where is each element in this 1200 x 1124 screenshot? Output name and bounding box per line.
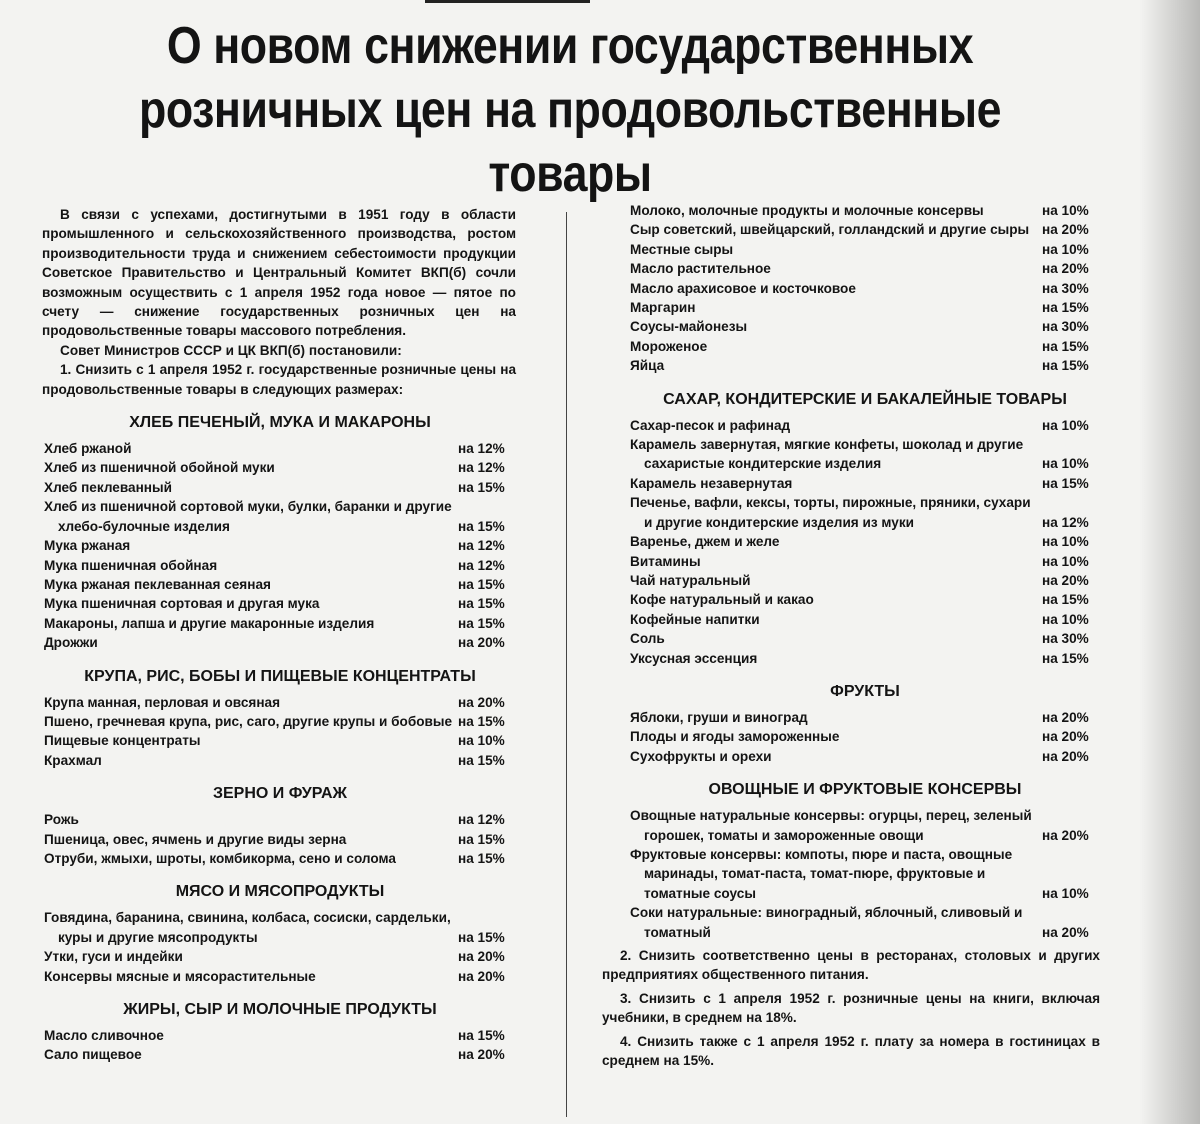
- product-name: Пшено, гречневая крупа, рис, саго, другие крупы и бобовые: [44, 713, 453, 729]
- product-name: Хлеб из пшеничной сортовой муки, булки, баранки и другие хлебо-булочные изделия: [44, 499, 452, 534]
- reduction-percent: на 10%: [1042, 241, 1089, 257]
- intro: [42, 205, 516, 399]
- price-row: [630, 493, 1100, 532]
- right-sections: [630, 201, 1100, 942]
- product-name: Яблоки, груши и виноград: [630, 709, 808, 725]
- reduction-percent: на 15%: [458, 596, 505, 612]
- product-name: Рожь: [44, 812, 79, 828]
- section-heading: ЗЕРНО И ФУРАЖ: [212, 785, 348, 803]
- product-name: Соки натуральные: виноградный, яблочный, сливовый и томатный: [630, 905, 1023, 940]
- price-section: [44, 667, 516, 771]
- reduction-percent: на 12%: [458, 812, 505, 828]
- product-name: Консервы мясные и мясорастительные: [44, 968, 316, 984]
- left-sections: [44, 413, 516, 1065]
- reduction-percent: на 20%: [458, 968, 505, 984]
- price-row: [630, 240, 1100, 259]
- price-row: [44, 614, 516, 633]
- column-divider: [566, 212, 567, 1117]
- price-row: [630, 727, 1100, 746]
- product-name: Карамель завернутая, мягкие конфеты, шоколад и другие сахаристые кондитерские изделия: [630, 437, 1024, 472]
- product-name: Мука ржаная: [44, 538, 131, 554]
- section-heading: ХЛЕБ ПЕЧЕНЫЙ, МУКА И МАКАРОНЫ: [129, 414, 431, 432]
- price-row: [630, 806, 1100, 845]
- product-name: Сахар-песок и рафинад: [630, 417, 791, 433]
- reduction-percent: на 15%: [1042, 650, 1089, 666]
- reduction-percent: на 15%: [1042, 358, 1089, 374]
- section-heading: ФРУКТЫ: [830, 682, 900, 700]
- reduction-percent: на 15%: [458, 479, 505, 495]
- price-row: [630, 416, 1100, 435]
- reduction-percent: на 30%: [1042, 319, 1089, 335]
- price-row: [44, 693, 516, 712]
- product-name: Крупа манная, перловая и овсяная: [44, 694, 281, 710]
- reduction-percent: на 20%: [458, 1047, 505, 1063]
- product-name: Мука пшеничная сортовая и другая мука: [44, 596, 320, 612]
- product-name: Плоды и ягоды замороженные: [630, 729, 840, 745]
- product-name: Крахмал: [44, 752, 102, 768]
- closing-paragraph: 4. Снизить также с 1 апреля 1952 г. плату за номера в гостиницах в среднем на 15%.: [602, 1033, 1100, 1069]
- price-row: [44, 830, 516, 849]
- article-title: [80, 14, 1060, 206]
- price-row: [630, 845, 1100, 903]
- section-heading: ЖИРЫ, СЫР И МОЛОЧНЫЕ ПРОДУКТЫ: [123, 1001, 437, 1018]
- product-name: Сухофрукты и орехи: [630, 748, 772, 764]
- reduction-percent: на 20%: [1042, 261, 1089, 277]
- price-row: [44, 712, 516, 731]
- price-section: [630, 201, 1100, 376]
- closing-paragraph: 3. Снизить с 1 апреля 1952 г. розничные цены на книги, включая учебники, в среднем на 18%.: [602, 990, 1100, 1026]
- section-heading: КРУПА, РИС, БОБЫ И ПИЩЕВЫЕ КОНЦЕНТРАТЫ: [84, 667, 476, 685]
- left-column: [44, 205, 516, 1065]
- price-section: [630, 390, 1100, 668]
- reduction-percent: на 12%: [1042, 514, 1089, 530]
- price-row: [630, 474, 1100, 493]
- product-name: Пищевые концентраты: [44, 733, 201, 749]
- section-heading: САХАР, КОНДИТЕРСКИЕ И БАКАЛЕЙНЫЕ ТОВАРЫ: [663, 390, 1067, 408]
- product-name: Мука ржаная пеклеванная сеяная: [44, 576, 271, 592]
- product-name: Отруби, жмыхи, шроты, комбикорма, сено и солома: [44, 850, 396, 866]
- reduction-percent: на 15%: [458, 713, 505, 729]
- intro-paragraph: 1. Снизить с 1 апреля 1952 г. государственные розничные цены на продовольственные товары в следующих размерах:: [42, 362, 516, 397]
- reduction-percent: на 12%: [458, 557, 505, 573]
- right-column: [602, 201, 1100, 1070]
- product-name: Соусы-майонезы: [630, 319, 748, 335]
- reduction-percent: на 30%: [1042, 280, 1089, 296]
- price-row: [630, 708, 1100, 727]
- price-row: [44, 536, 516, 555]
- price-row: [630, 337, 1100, 356]
- price-row: [44, 556, 516, 575]
- top-rule: [425, 0, 590, 3]
- product-name: Утки, гуси и индейки: [44, 949, 183, 965]
- reduction-percent: на 20%: [1042, 827, 1089, 843]
- reduction-percent: на 10%: [1042, 553, 1089, 569]
- product-name: Масло сливочное: [44, 1028, 164, 1043]
- reduction-percent: на 15%: [458, 850, 505, 866]
- product-name: Маргарин: [630, 300, 696, 316]
- reduction-percent: на 20%: [1042, 924, 1089, 940]
- price-row: [630, 201, 1100, 220]
- price-row: [630, 298, 1100, 317]
- product-name: Сыр советский, швейцарский, голландский и другие сыры: [630, 222, 1030, 238]
- price-section: [630, 682, 1100, 766]
- product-name: Соль: [630, 631, 665, 647]
- reduction-percent: на 15%: [458, 1028, 505, 1043]
- price-row: [630, 649, 1100, 668]
- price-row: [630, 747, 1100, 766]
- title-line: розничных цен на продовольственные: [138, 81, 1002, 139]
- title-line: товары: [488, 145, 652, 203]
- reduction-percent: на 15%: [458, 752, 505, 768]
- product-name: Витамины: [630, 553, 701, 569]
- price-row: [630, 903, 1100, 942]
- product-name: Овощные натуральные консервы: огурцы, перец, зеленый горошек, томаты и замороженные овощи: [630, 808, 1032, 843]
- product-name: Пшеница, овес, ячмень и другие виды зерна: [44, 831, 347, 847]
- reduction-percent: на 12%: [458, 460, 505, 476]
- price-row: [630, 356, 1100, 375]
- reduction-percent: на 10%: [1042, 611, 1089, 627]
- reduction-percent: на 15%: [1042, 338, 1089, 354]
- product-name: Макароны, лапша и другие макаронные изделия: [44, 615, 375, 631]
- price-row: [630, 610, 1100, 629]
- reduction-percent: на 10%: [1042, 417, 1089, 433]
- reduction-percent: на 15%: [458, 615, 505, 631]
- price-section: [630, 780, 1100, 942]
- price-row: [44, 908, 516, 947]
- page-edge-shadow: [1140, 0, 1200, 1124]
- reduction-percent: на 15%: [458, 831, 505, 847]
- reduction-percent: на 20%: [1042, 729, 1089, 745]
- price-section: [44, 882, 516, 986]
- product-name: Местные сыры: [630, 241, 734, 257]
- price-row: [44, 439, 516, 458]
- price-row: [630, 629, 1100, 648]
- price-section: [44, 413, 516, 652]
- price-row: [630, 279, 1100, 298]
- price-row: [44, 751, 516, 770]
- product-name: Дрожжи: [44, 635, 98, 651]
- price-row: [630, 532, 1100, 551]
- product-name: Хлеб из пшеничной обойной муки: [44, 460, 275, 476]
- reduction-percent: на 20%: [1042, 572, 1089, 588]
- price-row: [44, 947, 516, 966]
- price-row: [44, 497, 516, 536]
- reduction-percent: на 10%: [458, 733, 505, 749]
- reduction-percent: на 20%: [458, 949, 505, 965]
- price-row: [44, 849, 516, 868]
- section-heading: МЯСО И МЯСОПРОДУКТЫ: [175, 883, 385, 901]
- product-name: Мука пшеничная обойная: [44, 557, 218, 573]
- reduction-percent: на 15%: [458, 518, 505, 534]
- product-name: Фруктовые консервы: компоты, пюре и паста, овощные маринады, томат-паста, томат-пюре, фруктовые и томатные соусы: [630, 846, 1013, 901]
- price-row: [44, 1045, 516, 1064]
- product-name: Мороженое: [630, 338, 708, 354]
- product-name: Варенье, джем и желе: [630, 534, 780, 550]
- closing-paragraph: 2. Снизить соответственно цены в ресторанах, столовых и других предприятиях общественного питания.: [602, 948, 1100, 983]
- price-row: [44, 810, 516, 829]
- product-name: Сало пищевое: [44, 1047, 142, 1063]
- intro-paragraph: Совет Министров СССР и ЦК ВКП(б) постановили:: [60, 342, 402, 358]
- product-name: Уксусная эссенция: [630, 650, 758, 666]
- closing: [602, 946, 1100, 1070]
- reduction-percent: на 15%: [1042, 475, 1089, 491]
- product-name: Кофейные напитки: [630, 611, 760, 627]
- reduction-percent: на 15%: [1042, 592, 1089, 608]
- product-name: Хлеб пеклеванный: [44, 479, 172, 495]
- product-name: Карамель незавернутая: [630, 475, 793, 491]
- product-name: Говядина, баранина, свинина, колбаса, сосиски, сардельки, куры и другие мясопродукты: [44, 910, 451, 945]
- price-row: [630, 590, 1100, 609]
- price-row: [44, 967, 516, 986]
- reduction-percent: на 12%: [458, 538, 505, 554]
- section-heading: ОВОЩНЫЕ И ФРУКТОВЫЕ КОНСЕРВЫ: [708, 781, 1022, 799]
- price-section: [44, 784, 516, 868]
- reduction-percent: на 10%: [1042, 885, 1089, 901]
- title-line: О новом снижении государственных: [166, 17, 974, 75]
- intro-paragraph: В связи с успехами, достигнутыми в 1951 году в области промышленного и сельскохозяйственного производства, ростом производительности труда и снижением себестоимости продукции Советское Правительство и Центральный Комитет ВКП(б) сочли возможным осуществить с 1 апреля 1952 года новое — пятое по счету — снижение государственных розничных цен на продовольственные товары массового потребления.: [42, 207, 516, 339]
- price-row: [44, 575, 516, 594]
- product-name: Масло арахисовое и косточковое: [630, 280, 856, 296]
- price-row: [630, 220, 1100, 239]
- product-name: Хлеб ржаной: [44, 441, 132, 457]
- reduction-percent: на 12%: [458, 441, 505, 457]
- reduction-percent: на 10%: [1042, 203, 1089, 218]
- price-section: [44, 1000, 516, 1065]
- product-name: Чай натуральный: [630, 572, 751, 588]
- price-row: [630, 259, 1100, 278]
- reduction-percent: на 20%: [1042, 709, 1089, 725]
- product-name: Масло растительное: [630, 261, 771, 277]
- price-row: [44, 731, 516, 750]
- product-name: Печенье, вафли, кексы, торты, пирожные, пряники, сухари и другие кондитерские изделия из муки: [630, 495, 1031, 530]
- reduction-percent: на 10%: [1042, 456, 1089, 472]
- price-row: [630, 435, 1100, 474]
- price-row: [44, 633, 516, 652]
- price-row: [630, 571, 1100, 590]
- reduction-percent: на 20%: [458, 694, 505, 710]
- product-name: Молоко, молочные продукты и молочные консервы: [630, 203, 984, 218]
- reduction-percent: на 30%: [1042, 631, 1089, 647]
- price-row: [630, 317, 1100, 336]
- price-row: [44, 458, 516, 477]
- price-row: [44, 478, 516, 497]
- product-name: Яйца: [630, 358, 665, 374]
- reduction-percent: на 20%: [1042, 748, 1089, 764]
- price-row: [630, 552, 1100, 571]
- price-row: [44, 1026, 516, 1045]
- reduction-percent: на 20%: [1042, 222, 1089, 238]
- reduction-percent: на 15%: [1042, 300, 1089, 316]
- price-row: [44, 594, 516, 613]
- product-name: Кофе натуральный и какао: [630, 592, 814, 608]
- reduction-percent: на 15%: [458, 929, 505, 945]
- reduction-percent: на 15%: [458, 576, 505, 592]
- reduction-percent: на 20%: [458, 635, 505, 651]
- reduction-percent: на 10%: [1042, 534, 1089, 550]
